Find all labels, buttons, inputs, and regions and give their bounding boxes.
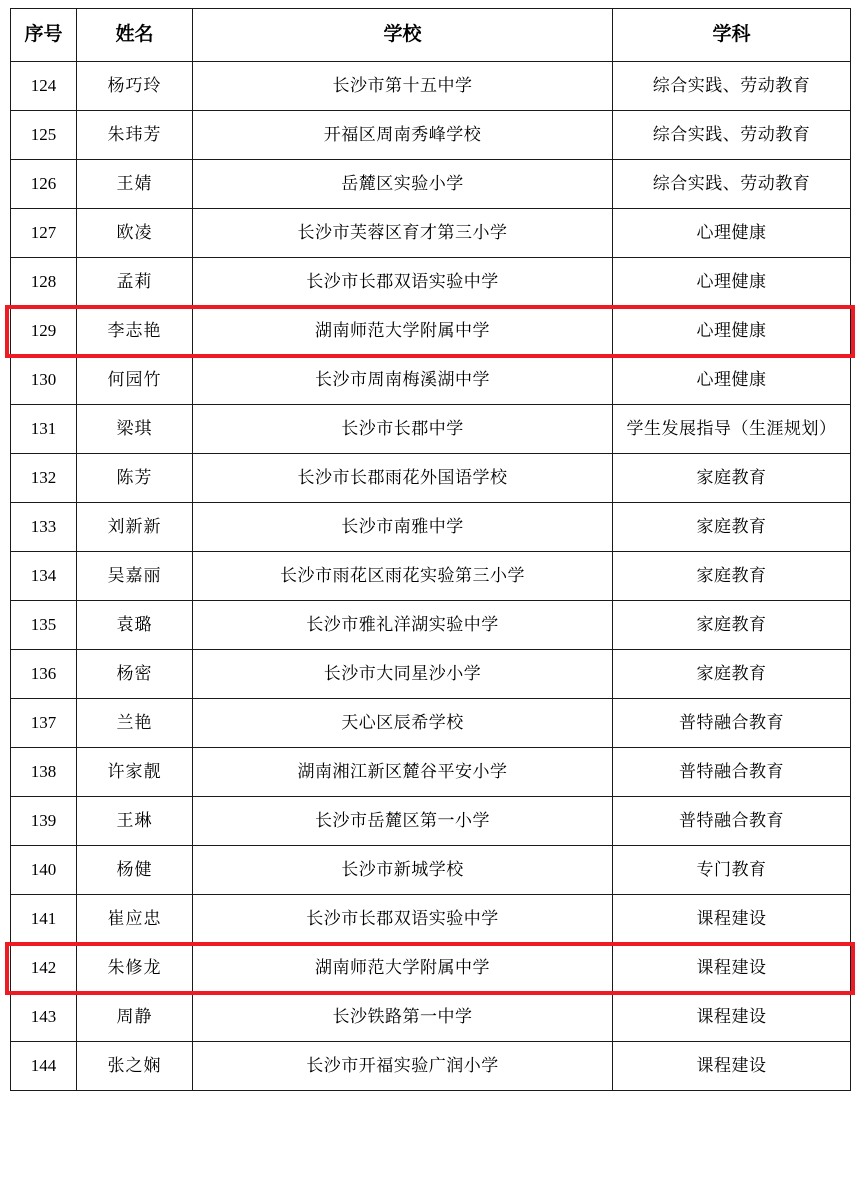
table-row [11,160,851,209]
cell-subject: 家庭教育 [613,601,851,650]
cell-subject: 综合实践、劳动教育 [613,160,851,209]
cell-subject: 心理健康 [613,307,851,356]
cell-school: 长沙市长郡双语实验中学 [193,895,613,944]
column-header-school: 学校 [193,9,613,62]
cell-serial-number: 126 [11,160,77,209]
cell-school: 天心区辰希学校 [193,699,613,748]
table-row [11,895,851,944]
cell-school: 长沙市岳麓区第一小学 [193,797,613,846]
cell-serial-number: 136 [11,650,77,699]
cell-school: 长沙市大同星沙小学 [193,650,613,699]
cell-serial-number: 127 [11,209,77,258]
cell-subject: 家庭教育 [613,650,851,699]
cell-serial-number: 128 [11,258,77,307]
cell-subject: 家庭教育 [613,503,851,552]
cell-subject: 心理健康 [613,356,851,405]
cell-serial-number: 135 [11,601,77,650]
table-row [11,405,851,454]
cell-school: 长沙铁路第一中学 [193,993,613,1042]
cell-school: 湖南师范大学附属中学 [193,944,613,993]
cell-subject: 课程建设 [613,944,851,993]
cell-serial-number: 125 [11,111,77,160]
cell-name: 吴嘉丽 [77,552,193,601]
cell-serial-number: 134 [11,552,77,601]
cell-subject: 专门教育 [613,846,851,895]
column-header-no: 序号 [11,9,77,62]
table-body [11,62,851,1091]
cell-serial-number: 130 [11,356,77,405]
table-row [11,209,851,258]
cell-serial-number: 137 [11,699,77,748]
cell-name: 许家靓 [77,748,193,797]
cell-school: 湖南湘江新区麓谷平安小学 [193,748,613,797]
table-header-row [11,9,851,62]
cell-school: 长沙市长郡雨花外国语学校 [193,454,613,503]
roster-table [10,8,851,1091]
table-row [11,601,851,650]
table-row [11,258,851,307]
cell-serial-number: 124 [11,62,77,111]
cell-school: 开福区周南秀峰学校 [193,111,613,160]
cell-school: 长沙市芙蓉区育才第三小学 [193,209,613,258]
cell-name: 何园竹 [77,356,193,405]
cell-school: 长沙市雅礼洋湖实验中学 [193,601,613,650]
cell-name: 陈芳 [77,454,193,503]
cell-school: 岳麓区实验小学 [193,160,613,209]
column-header-name: 姓名 [77,9,193,62]
cell-subject: 课程建设 [613,1042,851,1091]
cell-name: 王琳 [77,797,193,846]
cell-serial-number: 138 [11,748,77,797]
cell-name: 王婧 [77,160,193,209]
cell-name: 杨密 [77,650,193,699]
cell-school: 长沙市长郡中学 [193,405,613,454]
cell-subject: 家庭教育 [613,454,851,503]
table-row [11,650,851,699]
cell-serial-number: 129 [11,307,77,356]
cell-school: 长沙市新城学校 [193,846,613,895]
table-row [11,552,851,601]
cell-name: 朱玮芳 [77,111,193,160]
cell-serial-number: 139 [11,797,77,846]
cell-name: 崔应忠 [77,895,193,944]
cell-subject: 家庭教育 [613,552,851,601]
cell-school: 湖南师范大学附属中学 [193,307,613,356]
cell-school: 长沙市开福实验广润小学 [193,1042,613,1091]
cell-name: 梁琪 [77,405,193,454]
cell-serial-number: 143 [11,993,77,1042]
table-row [11,748,851,797]
cell-subject: 课程建设 [613,993,851,1042]
cell-name: 刘新新 [77,503,193,552]
cell-subject: 心理健康 [613,209,851,258]
cell-name: 孟莉 [77,258,193,307]
table-row [11,454,851,503]
cell-subject: 综合实践、劳动教育 [613,111,851,160]
cell-subject: 心理健康 [613,258,851,307]
cell-school: 长沙市雨花区雨花实验第三小学 [193,552,613,601]
cell-name: 朱修龙 [77,944,193,993]
cell-name: 李志艳 [77,307,193,356]
table-row [11,356,851,405]
table-header [11,9,851,62]
cell-serial-number: 133 [11,503,77,552]
cell-name: 杨巧玲 [77,62,193,111]
cell-serial-number: 144 [11,1042,77,1091]
cell-subject: 课程建设 [613,895,851,944]
cell-serial-number: 142 [11,944,77,993]
cell-subject: 普特融合教育 [613,748,851,797]
cell-serial-number: 132 [11,454,77,503]
table-row [11,944,851,993]
cell-name: 兰艳 [77,699,193,748]
cell-name: 杨健 [77,846,193,895]
cell-school: 长沙市第十五中学 [193,62,613,111]
table-row [11,62,851,111]
cell-serial-number: 141 [11,895,77,944]
cell-subject: 综合实践、劳动教育 [613,62,851,111]
cell-subject: 普特融合教育 [613,797,851,846]
cell-name: 欧凌 [77,209,193,258]
table-row [11,993,851,1042]
table-row [11,111,851,160]
cell-name: 袁璐 [77,601,193,650]
cell-subject: 学生发展指导（生涯规划） [613,405,851,454]
cell-serial-number: 131 [11,405,77,454]
table-row [11,846,851,895]
cell-subject: 普特融合教育 [613,699,851,748]
cell-school: 长沙市南雅中学 [193,503,613,552]
table-row [11,797,851,846]
cell-name: 张之娴 [77,1042,193,1091]
table-row [11,503,851,552]
cell-school: 长沙市长郡双语实验中学 [193,258,613,307]
cell-serial-number: 140 [11,846,77,895]
table-row [11,699,851,748]
cell-school: 长沙市周南梅溪湖中学 [193,356,613,405]
table-row [11,1042,851,1091]
cell-name: 周静 [77,993,193,1042]
column-header-subject: 学科 [613,9,851,62]
table-row [11,307,851,356]
